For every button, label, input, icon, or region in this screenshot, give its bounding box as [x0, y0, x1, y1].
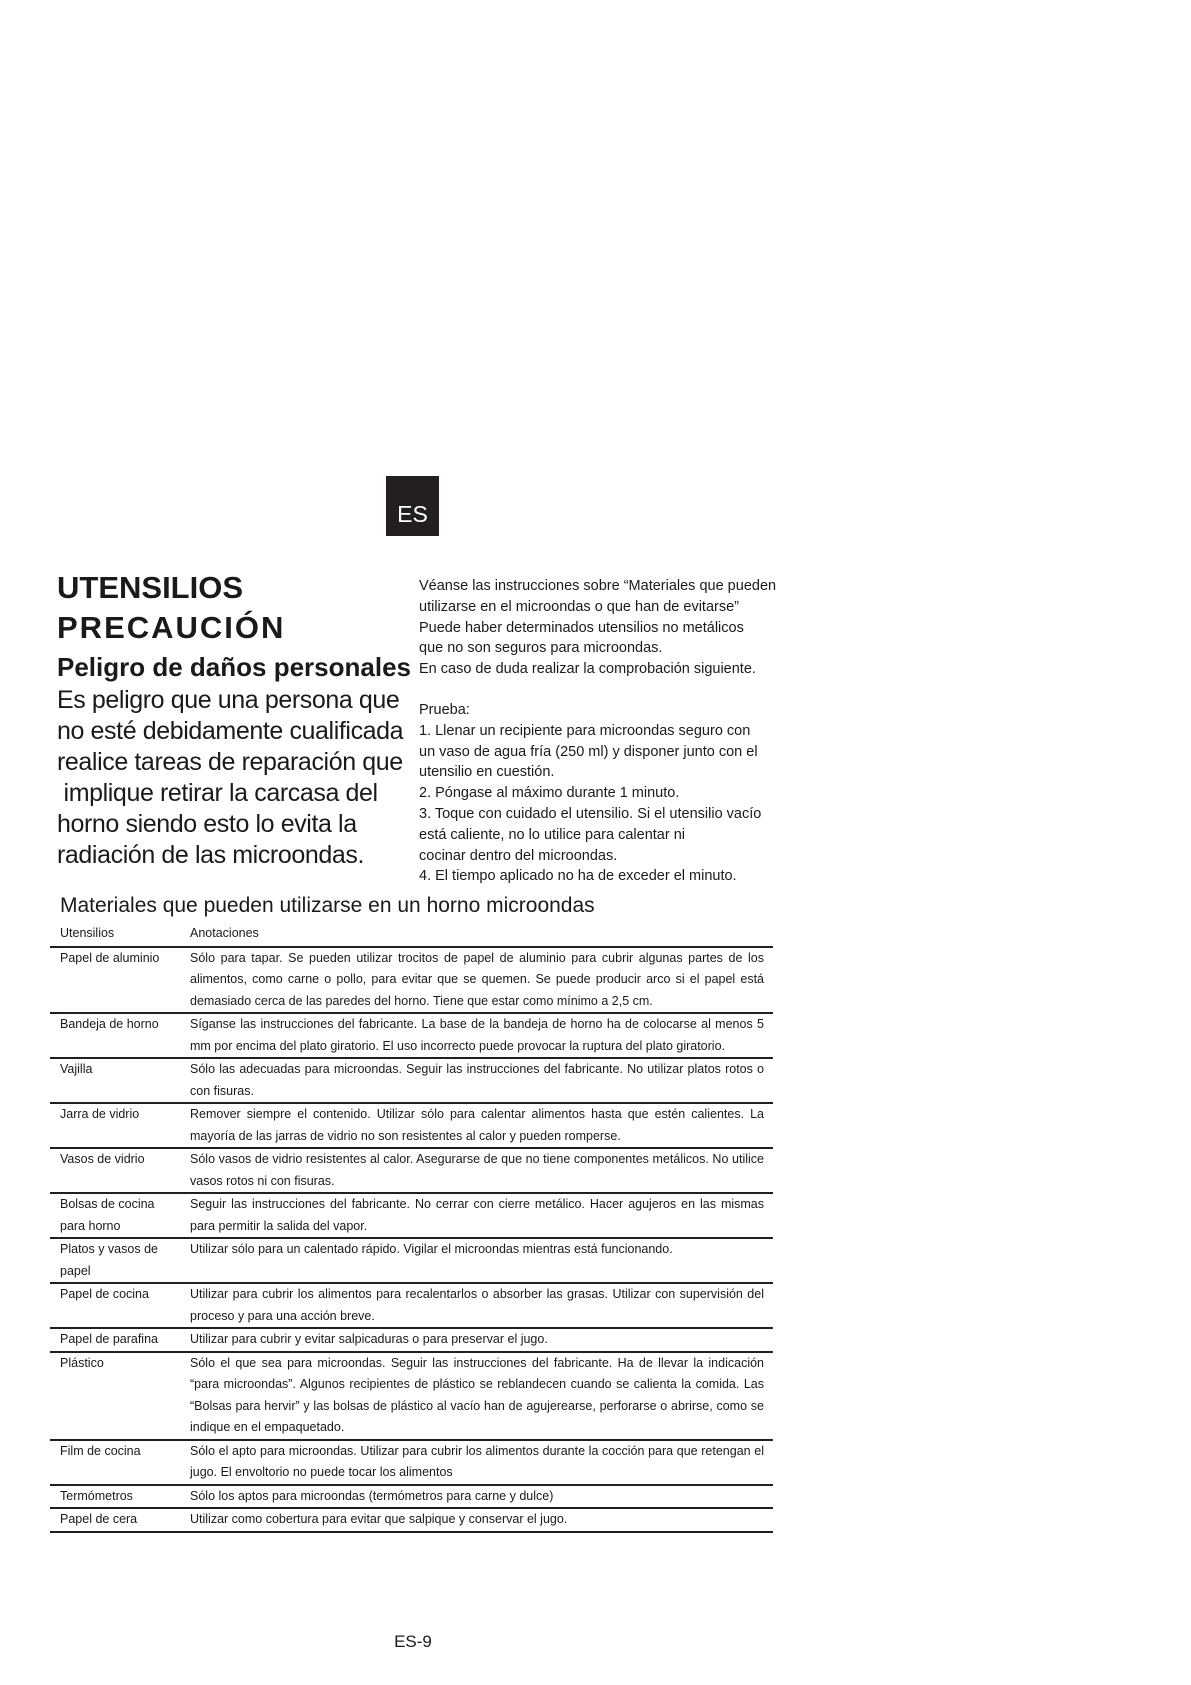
intro-line: Véanse las instrucciones sobre “Materiales que pueden	[419, 578, 777, 594]
test-line: 3. Toque con cuidado el utensilio. Si el utensilio vacío	[419, 805, 762, 822]
table-row	[50, 1440, 773, 1485]
utensil-cell: Plástico	[60, 1355, 104, 1370]
test-line: utensilio en cuestión.	[419, 764, 555, 781]
precaution-block	[57, 570, 417, 871]
note-cell: Seguir las instrucciones del fabricante. No cerrar con cierre metálico. Hacer agujeros en las mismas para permitir la salida del vapor.	[190, 1197, 764, 1233]
language-badge: ES	[386, 476, 439, 536]
utensil-cell: Papel de parafina	[60, 1332, 158, 1346]
warning-line: horno siendo esto lo evita la	[57, 810, 357, 838]
precaution-heading: PRECAUCIÓN	[57, 610, 286, 645]
table-row	[50, 1328, 773, 1352]
utensil-cell: Papel de aluminio	[60, 950, 160, 965]
table-row	[50, 1103, 773, 1148]
utensil-cell: Bolsas de cocina para horno	[60, 1197, 155, 1233]
table-title: Materiales que pueden utilizarse en un horno microondas	[60, 894, 595, 917]
table-row	[50, 1058, 773, 1103]
warning-line: realice tareas de reparación que	[57, 748, 403, 776]
utensil-cell: Termómetros	[60, 1488, 133, 1503]
table-row	[50, 1508, 773, 1532]
note-cell: Sólo los aptos para microondas (termómetros para carne y dulce)	[190, 1488, 554, 1503]
utensil-cell: Papel de cera	[60, 1512, 138, 1526]
note-cell: Síganse las instrucciones del fabricante. La base de la bandeja de horno ha de colocarse al menos 5 mm por encima del plato giratorio. El uso incorrecto puede provocar la ruptura del plato giratorio.	[190, 1017, 764, 1053]
note-cell: Sólo el que sea para microondas. Seguir las instrucciones del fabricante. Ha de llevar la indicación “para microondas”. Algunos recipientes de plástico se reblandecen cuando se calienta la comida. Las “Bolsas para hervir” y las bolsas de plástico al vacío han de agujerearse, perforarse o abrirse, como se indique en el empaquetado.	[190, 1355, 764, 1434]
warning-line: radiación de las microondas.	[57, 841, 365, 869]
test-line: está caliente, no lo utilice para calentar ni	[419, 826, 685, 843]
warning-line: no esté debidamente cualificada	[57, 717, 404, 745]
header-utensils: Utensilios	[60, 926, 115, 940]
table-row	[50, 1148, 773, 1193]
section-title: UTENSILIOS	[57, 570, 244, 605]
table-row	[50, 1352, 773, 1440]
utensil-cell: Papel de cocina	[60, 1287, 149, 1301]
note-cell: Utilizar sólo para un calentado rápido. Vigilar el microondas mientras está funcionando.	[190, 1242, 673, 1256]
note-cell: Utilizar para cubrir y evitar salpicaduras o para preservar el jugo.	[190, 1332, 548, 1346]
utensil-cell: Vajilla	[60, 1062, 93, 1076]
note-cell: Sólo vasos de vidrio resistentes al calor. Asegurarse de que no tiene componentes metálicos. No utilice vasos rotos ni con fisuras.	[190, 1152, 764, 1188]
test-instructions	[419, 576, 799, 887]
utensil-cell: Vasos de vidrio	[60, 1152, 145, 1166]
note-cell: Utilizar como cobertura para evitar que salpique y conservar el jugo.	[190, 1512, 568, 1526]
table-row	[50, 1193, 773, 1238]
utensil-cell: Jarra de vidrio	[60, 1107, 140, 1121]
utensil-cell: Bandeja de horno	[60, 1017, 159, 1031]
utensil-cell: Platos y vasos de papel	[60, 1242, 158, 1278]
intro-line: En caso de duda realizar la comprobación siguiente.	[419, 661, 756, 678]
table-row	[50, 1485, 773, 1509]
warning-heading: Peligro de daños personales	[57, 652, 411, 682]
intro-line: utilizarse en el microondas o que han de evitarse”	[419, 598, 739, 615]
test-line: Prueba:	[419, 701, 470, 718]
intro-line: Puede haber determinados utensilios no metálicos	[419, 619, 744, 636]
note-cell: Sólo las adecuadas para microondas. Seguir las instrucciones del fabricante. No utilizar platos rotos o con fisuras.	[190, 1062, 764, 1098]
table-row	[50, 1013, 773, 1058]
note-cell: Sólo el apto para microondas. Utilizar para cubrir los alimentos durante la cocción para que retengan el jugo. El envoltorio no puede tocar los alimentos	[190, 1443, 764, 1479]
intro-line: que no son seguros para microondas.	[419, 640, 663, 657]
materials-table	[50, 922, 773, 1533]
utensil-cell: Film de cocina	[60, 1443, 141, 1458]
table-header-row	[50, 922, 773, 947]
test-line: 2. Póngase al máximo durante 1 minuto.	[419, 785, 680, 802]
test-line: un vaso de agua fría (250 ml) y disponer junto con el	[419, 743, 758, 760]
test-line: 4. El tiempo aplicado no ha de exceder el minuto.	[419, 868, 737, 885]
header-notes: Anotaciones	[190, 926, 259, 940]
warning-line: implique retirar la carcasa del	[57, 779, 378, 807]
note-cell: Remover siempre el contenido. Utilizar sólo para calentar alimentos hasta que estén calientes. La mayoría de las jarras de vidrio no son resistentes al calor y pueden romperse.	[190, 1107, 764, 1143]
warning-text	[57, 685, 417, 871]
note-cell: Utilizar para cubrir los alimentos para recalentarlos o absorber las grasas. Utilizar con supervisión del proceso y para una acción breve.	[190, 1287, 764, 1323]
table-row	[50, 1238, 773, 1283]
note-cell: Sólo para tapar. Se pueden utilizar trocitos de papel de aluminio para cubrir algunas partes de los alimentos, como carne o pollo, para evitar que se quemen. Se puede producir arco si el papel está demasiado cerca de las paredes del horno. Tiene que estar como mínimo a 2,5 cm.	[190, 950, 764, 1008]
warning-line: Es peligro que una persona que	[57, 686, 400, 714]
table-row	[50, 947, 773, 1014]
page-number: ES-9	[394, 1632, 432, 1651]
test-line: cocinar dentro del microondas.	[419, 847, 618, 864]
table-row	[50, 1283, 773, 1328]
test-line: 1. Llenar un recipiente para microondas seguro con	[419, 722, 751, 739]
